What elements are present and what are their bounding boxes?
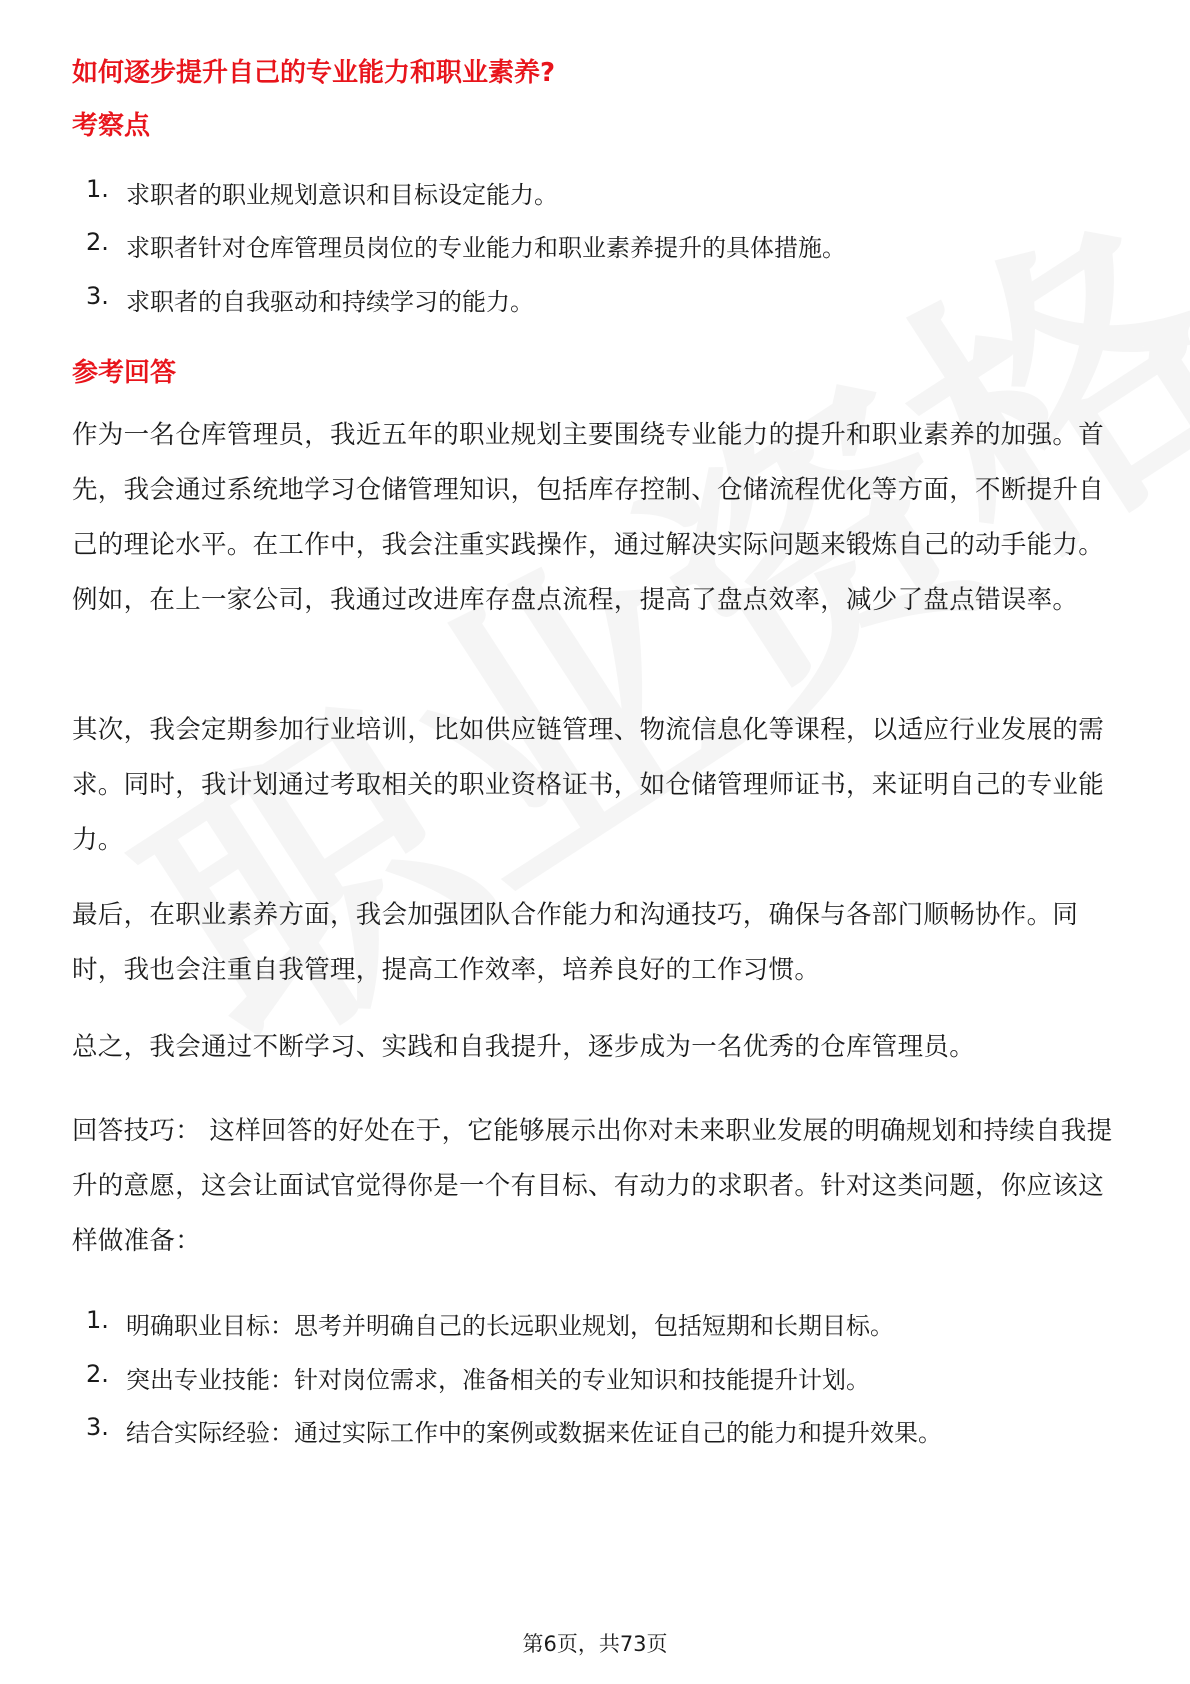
answer-paragraph: 总之，我会通过不断学习、实践和自我提升，逐步成为一名优秀的仓库管理员。 [72, 1032, 976, 1062]
page-number-footer: 第6页，共73页 [522, 1632, 668, 1656]
list-item: 2. 突出专业技能：针对岗位需求，准备相关的专业知识和技能提升计划。 [86, 1360, 870, 1394]
section-heading-reference-answer: 参考回答 [72, 358, 177, 388]
answer-paragraph: 其次，我会定期参加行业培训，比如供应链管理、物流信息化等课程，以适应行业发展的需求。同时，我计划通过考取相关的职业资格证书，如仓储管理师证书，来证明自己的专业能力。 [72, 715, 1105, 855]
section-heading-kaochadian: 考察点 [72, 111, 151, 141]
answer-tips-paragraph: 回答技巧： 这样回答的好处在于，它能够展示出你对未来职业发展的明确规划和持续自我提升的意愿，这会让面试官觉得你是一个有目标、有动力的求职者。针对这类问题，你应该这样做准备： [72, 1116, 1113, 1256]
list-item: 1. 求职者的职业规划意识和目标设定能力。 [86, 175, 558, 209]
list-item: 1. 明确职业目标：思考并明确自己的长远职业规划，包括短期和长期目标。 [86, 1306, 894, 1340]
list-item: 3. 求职者的自我驱动和持续学习的能力。 [86, 282, 534, 316]
page-title: 如何逐步提升自己的专业能力和职业素养? [72, 58, 556, 88]
list-item: 3. 结合实际经验：通过实际工作中的案例或数据来佐证自己的能力和提升效果。 [86, 1413, 942, 1447]
answer-paragraph: 最后，在职业素养方面，我会加强团队合作能力和沟通技巧，确保与各部门顺畅协作。同时，我也会注重自我管理，提高工作效率，培养良好的工作习惯。 [72, 900, 1079, 985]
list-item: 2. 求职者针对仓库管理员岗位的专业能力和职业素养提升的具体措施。 [86, 228, 846, 262]
answer-paragraph: 作为一名仓库管理员，我近五年的职业规划主要围绕专业能力的提升和职业素养的加强。首先，我会通过系统地学习仓储管理知识，包括库存控制、仓储流程优化等方面，不断提升自己的理论水平。在工作中，我会注重实践操作，通过解决实际问题来锻炼自己的动手能力。例如，在上一家公司，我通过改进库存盘点流程，提高了盘点效率，减少了盘点错误率。 [72, 420, 1105, 615]
